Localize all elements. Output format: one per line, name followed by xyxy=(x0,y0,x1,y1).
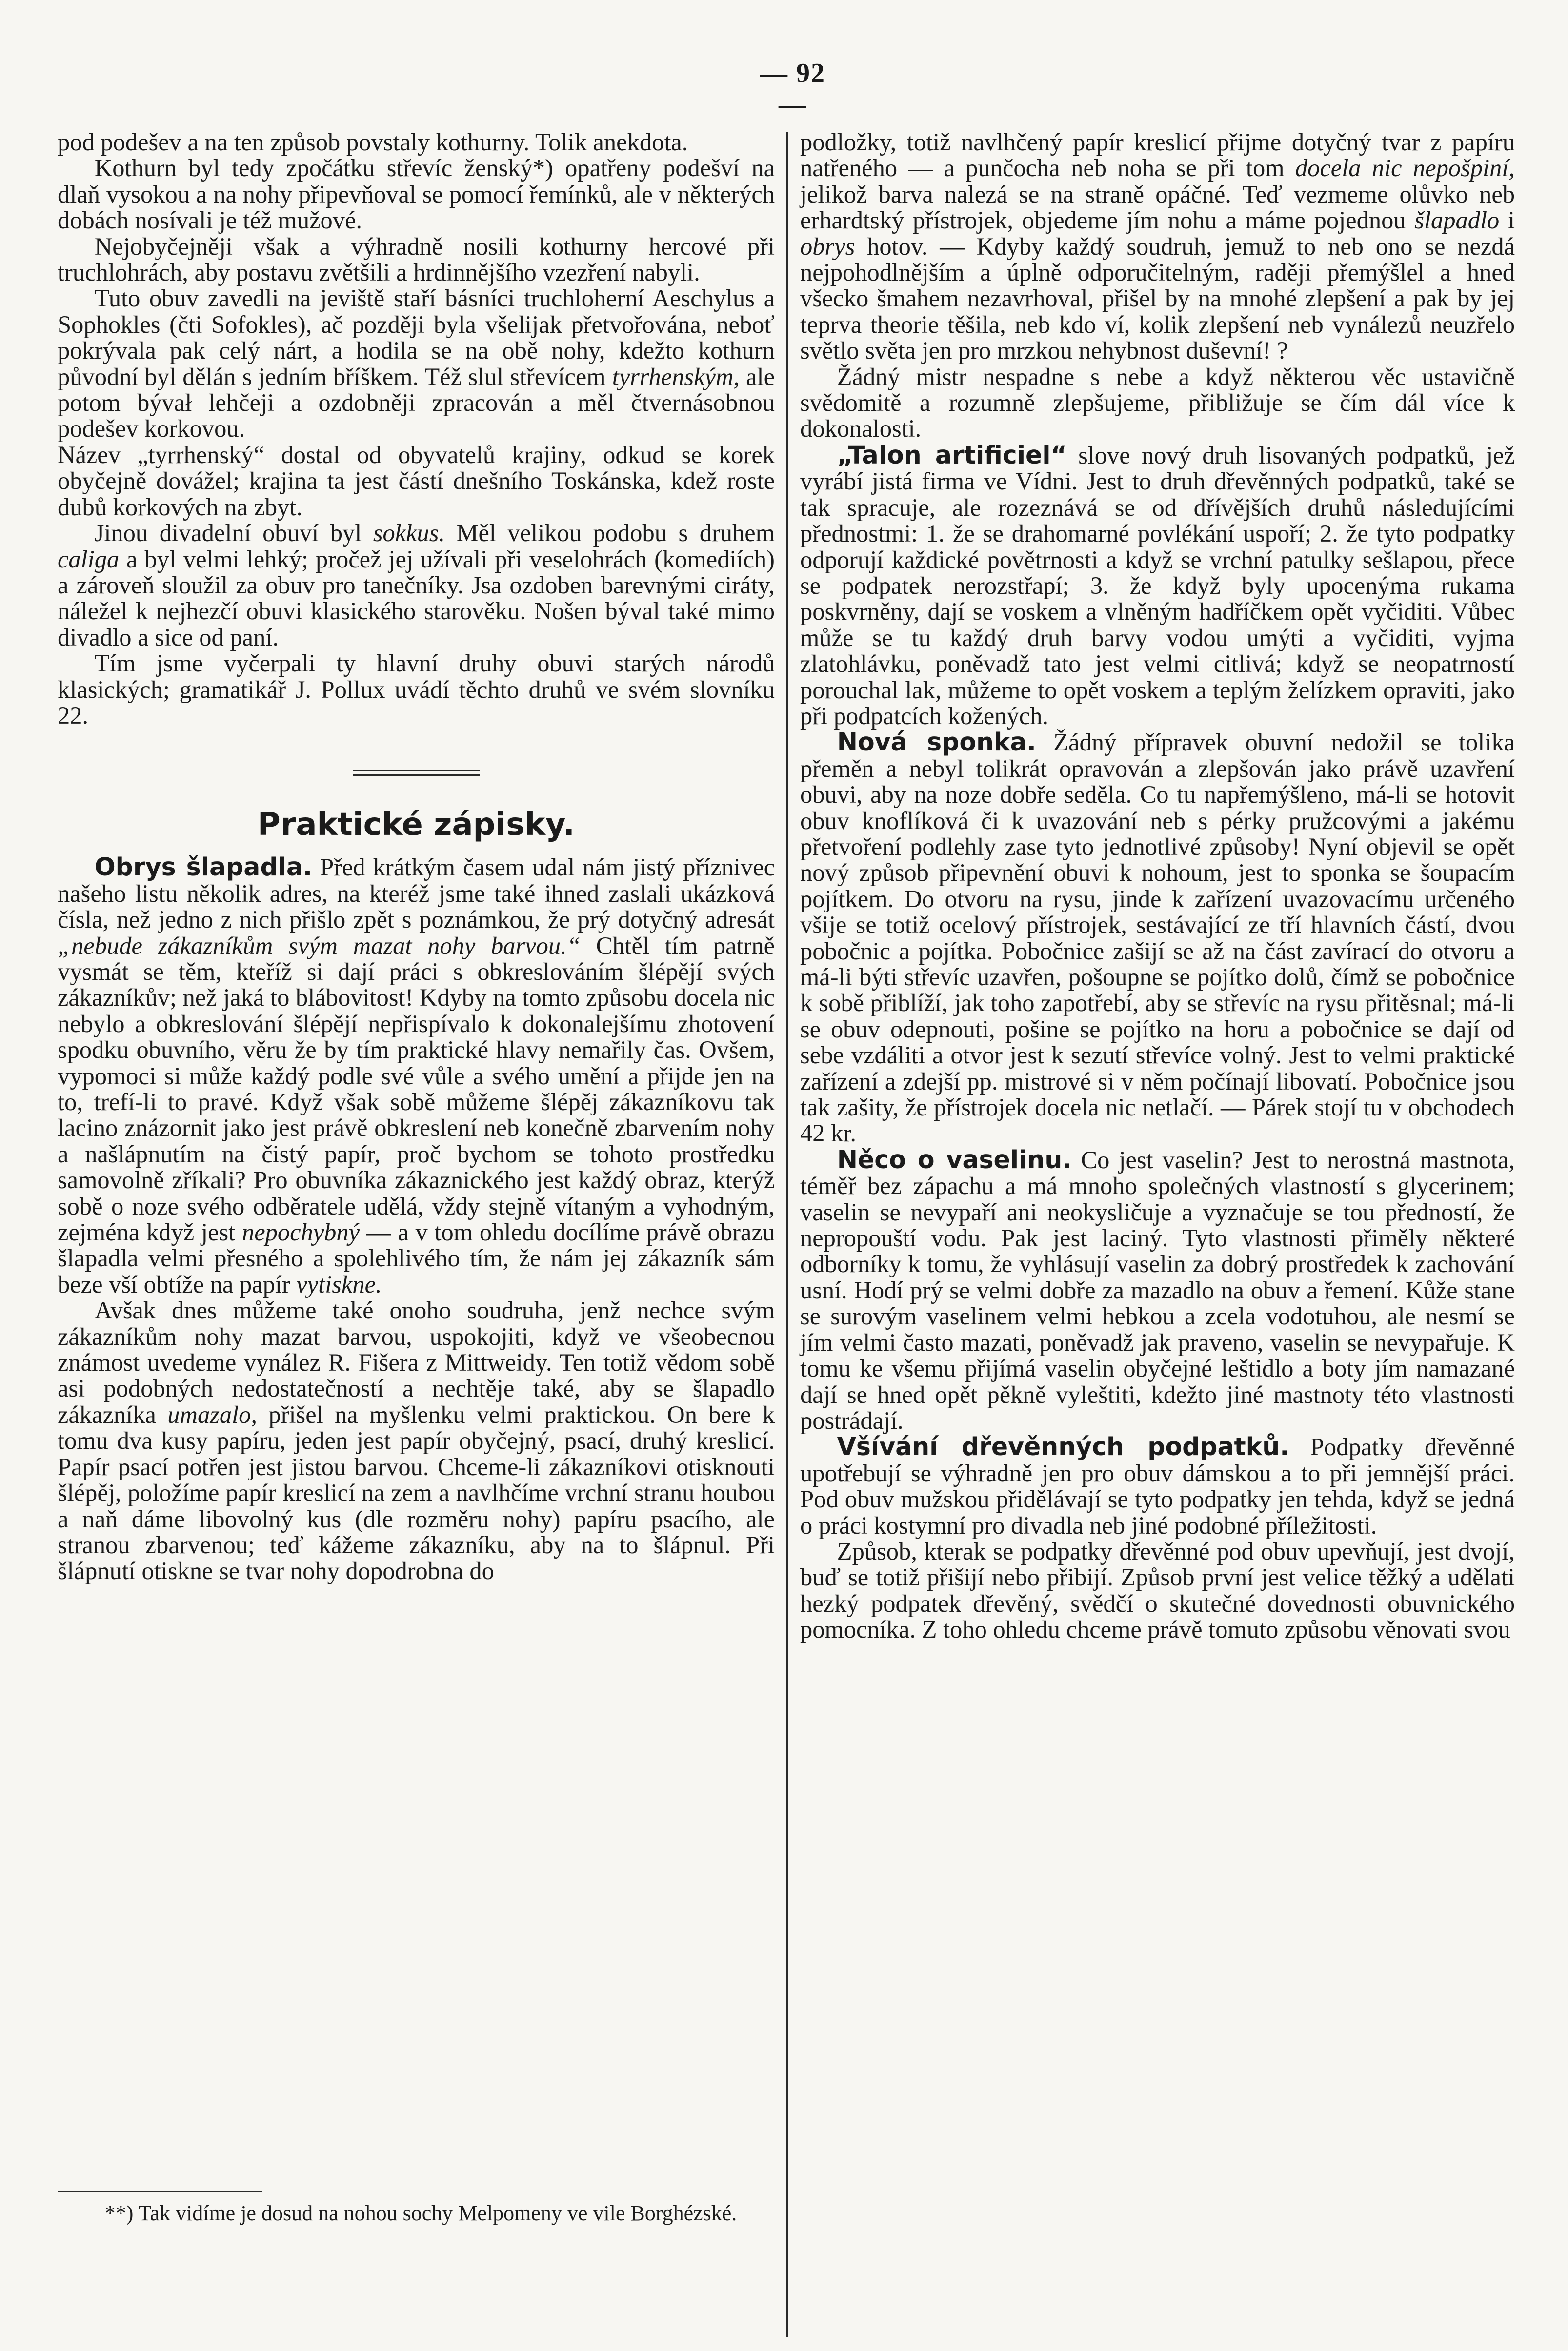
text-run: Co jest vaselin? Jest to nerostná mastnota, téměř bez zápachu a má mnoho společných vlastností s glycerinem; vaselin se nevypaří ani neokysličuje a vyznačuje se tou předností, že nepropouští vodu. Pak jest laciný. Tyto vlastnosti přiměly některé odborníky k tomu, že vyhlásují vaselin za dobrý prostředek k zachování usní. Hodí prý se velmi dobře za mazadlo na obuv a řemení. Kůže stane se surovým vaselinem velmi hebkou a zcela vodotuhou, ale nesmí se jím velmi často mazati, poněvadž jak praveno, vaselin se nevypařuje. K tomu ke všemu přijímá vaselin obyčejné leštidlo a boty jím namazané dají se hned opět pěkně vyleštiti, kdežto jiné mastnoty této vlastnosti postrádají. xyxy=(800,1146,1515,1434)
text-run: hotov. — Kdyby každý soudruh, jemuž to neb ono se nezdá nejpohodlnějším a úplně odporučitelným, raději přemýšlel a hned všecko šmahem nezavrhoval, přišel by na mnohé zlepšení a pak by jej teprva theorie těšila, neb kdo ví, kolik zlepšení neb vynálezů neuzřelo světlo světa jen pro mrzkou nehybnost duševní! ? xyxy=(800,232,1515,365)
separator-rule xyxy=(353,774,480,776)
emphasis: tyrrhenským, xyxy=(612,363,740,390)
footnote-rule xyxy=(58,2191,262,2192)
subheading: Všívání dřevěnných podpatků. xyxy=(837,1432,1289,1461)
text-run: a byl velmi lehký; pročež jej užívali při veselohrách (komediích) a zároveň sloužil za obuv pro tanečníky. Jsa ozdoben barevnými ciráty, náležel k nejhezčí obuvi klasického starověku. Nošen býval také mimo divadlo a sice od paní. xyxy=(58,545,775,651)
emphasis: caliga xyxy=(58,545,120,573)
text-run: Jinou divadelní obuví byl xyxy=(94,519,373,547)
separator-rule xyxy=(353,770,480,771)
page-number: — 92 — xyxy=(760,58,825,120)
subheading: Obrys šlapadla. xyxy=(94,852,313,882)
emphasis: vytiskne. xyxy=(296,1270,382,1298)
paragraph: Název „tyrrhenský“ dostal od obyvatelů krajiny, odkud se korek obyčejně dovážel; krajina ta jest částí dnešního Toskánska, kdež roste dubů korkových na zbyt. xyxy=(58,441,775,521)
paragraph: Tím jsme vyčerpali ty hlavní druhy obuvi starých národů klasických; gramatikář J. Pollux uvádí těchto druhů ve svém slovníku 22. xyxy=(58,649,775,729)
text-run: Podpatky dřevěnné upotřebují se výhradně jen pro obuv dámskou a to při jemnější práci. Pod obuv mužskou přidělávají se tyto podpatky jen tehda, když se jedná o práci kostymní pro divadla neb jiné podobné příležitosti. xyxy=(800,1433,1515,1539)
footnote-text: **) Tak vidíme je dosud na nohou sochy Melpomeny ve vile Borghézské. xyxy=(104,2201,737,2225)
text-run: přišel na myšlenku velmi praktickou. On bere k tomu dva kusy papíru, jeden jest papír obyčejný, psací, druhý kreslicí. Papír psací potřen jest jistou barvou. Chceme-li zákazníkovi otisknouti šlépěj, položíme papír kreslicí na zem a navlhčíme vrchní stranu houbou a naň dáme libovolný kus (dle rozměru nohy) papíru psacího, ale stranou zbarvenou; teď kážeme zákazníku, aby na to šlápnul. Při šlápnutí otiskne se tvar nohy dopodrobna do xyxy=(58,1400,775,1585)
paragraph xyxy=(58,1297,775,1584)
right-column xyxy=(800,129,1515,1643)
paragraph-vaselin xyxy=(800,1147,1515,1434)
text-run: Chtěl tím patrně vysmát se těm, kteříž si dají práci s obkreslováním šlépějí svých zákazníkův; než jaká to blábovitost! Kdyby na tomto způsobu docela nic nebylo a obkreslování šlépějí nepřispívalo k dokonalejšímu zhotovení spodku obuvního, věru že by tím praktické hlavy nemařily čas. Ovšem, vypomoci si může každý podle své vůle a svého umění a přijde jen na to, trefí-li to pravé. Když však sobě můžeme šlépěj zákazníkovu tak lacino znázornit jako jest právě obkreslení neb konečně zbarvením nohy a našlápnutím na čistý papír, proč bychom se tohoto prostředku samovolně zříkali? Pro obuvníka zákaznického jest každý obraz, kterýž sobě o noze svého odběratele udělá, vždy stejně vítaným a vyhodným, zejména když jest xyxy=(58,932,775,1246)
paragraph: Nejobyčejněji však a výhradně nosili kothurny hercové při truchlohrách, aby postavu zvětšili a hrdinnějšího vzezření nabyli. xyxy=(58,232,775,286)
left-column xyxy=(58,129,775,1584)
emphasis: umazalo, xyxy=(167,1400,258,1428)
subheading: „Talon artificiel“ xyxy=(837,440,1067,469)
paragraph: pod podešev a na ten způsob povstaly kothurny. Tolik anekdota. xyxy=(58,128,688,156)
text-run: Před krátkým časem udal nám jistý příznivec našeho listu několik adres, na kteréž jsme také ihned zaslali ukázková čísla, než jedno z nich přišlo zpět s poznámkou, že prý dotyčný adresát xyxy=(58,853,775,933)
emphasis: šlapadlo xyxy=(1414,206,1500,234)
paragraph xyxy=(800,129,1515,364)
subheading: Něco o vaselinu. xyxy=(837,1145,1072,1174)
subheading: Nová sponka. xyxy=(837,728,1036,757)
paragraph: Způsob, kterak se podpatky dřevěnné pod obuv upevňují, jest dvojí, buď se totiž přišijí nebo přibijí. Způsob první jest velice těžký a udělati hezký podpatek dřevěný, svědčí o skutečné dovednosti obuvnického pomocníka. Z toho ohledu chceme právě tomuto způsobu věnovati svou xyxy=(800,1537,1515,1643)
paragraph-talon xyxy=(800,442,1515,729)
paragraph xyxy=(58,520,775,650)
text-run: podložky, totiž navlhčený papír kreslicí přijme dotyčný tvar z papíru natřeného — a punčocha neb noha se při tom xyxy=(800,128,1515,182)
text-run: jelikož barva nalezá se na straně opáčné. Teď vezmeme olůvko neb erhardtský přístrojek, objedeme jím nohu a máme pojednou xyxy=(800,180,1515,234)
text-run: Tuto obuv zavedli na jeviště staří básníci truchloherní Aeschylus a Sophokles (čti Sofokles), ač později byla všelijak přetvořována, neboť pokrývala pak celý nárt, a hodila se na obě nohy, kdežto kothurn původní byl dělán s jedním bříškem. Též slul střevícem xyxy=(58,284,775,390)
paragraph-vsivani xyxy=(800,1434,1515,1539)
text-run: ale potom bývał lehčeji a ozdobněji zpracován a měl čtvernásobnou podešev korkovou. xyxy=(58,363,775,443)
text-run: Měl velikou podobu s druhem xyxy=(445,519,775,547)
emphasis: docela nic nepošpiní, xyxy=(1295,154,1515,182)
paragraph: Kothurn byl tedy zpočátku střevíc ženský*) opatřeny podešví na dlaň vysokou a na nohy připevňoval se pomocí řemínků, ale v některých dobách nosívali je též mužové. xyxy=(58,154,775,234)
paragraph-sponka xyxy=(800,729,1515,1147)
text-run: i xyxy=(1499,206,1515,234)
text-run: slove nový druh lisovaných podpatků, jež vyrábí jistá firma ve Vídni. Jest to druh dřevěnných podpatků, také se tak spracuje, ale rozeznává se od dřívějších druhů následujícími přednostmi: 1. že se drahomarné povlékání uspoří; 2. že tyto podpatky odporují každické povětrnosti a když se vrchní patulky sešlapou, přece se podpatek nerozstřapí; 3. že když byly upocenýma rukama poskvrněny, dají se voskem a vlněným hadříčkem opět vyčiditi. Vůbec může se tu každý druh barvy vodou umýti a vyčiditi, vyjma zlatohlávku, poněvadž tato jest velmi citlivá; když se neopatrností porouchal lak, můžeme to opět voskem a teplým želízkem opraviti, jako při podpatcích kožených. xyxy=(800,441,1515,730)
emphasis: nepochybný xyxy=(241,1218,360,1246)
paragraph xyxy=(58,285,775,442)
emphasis: „nebude zákazníkům svým mazat nohy barvou.“ xyxy=(58,932,581,959)
text-run: — a v tom ohledu docílíme právě obrazu šlapadla velmi přesného a spolehlivého tím, že nám jej zákazník sám beze vší obtíže na papír xyxy=(58,1218,775,1298)
text-run: Avšak dnes můžeme také onoho soudruha, jenž nechce svým zákazníkům nohy mazat barvou, uspokojiti, když ve všeobecnou známost uvedeme vynález R. Fišera z Mittweidy. Ten totiž vědom sobě asi podobných nedostatečností a nechtěje také, aby se šlapadlo zákazníka xyxy=(58,1297,775,1428)
section-title: Praktické zápisky. xyxy=(257,807,575,843)
paragraph: Žádný mistr nespadne s nebe a když některou věc ustavičně svědomitě a rozumně zlepšujeme, přibližuje se čím dál více k dokonalosti. xyxy=(800,363,1515,443)
column-divider xyxy=(786,132,788,2337)
emphasis: obrys xyxy=(800,232,855,260)
emphasis: sokkus. xyxy=(373,519,445,547)
paragraph-obrys xyxy=(58,854,775,1297)
text-run: Žádný přípravek obuvní nedožil se tolika přeměn a nebyl tolikrát opravován a zlepšován jako právě uzavření obuvi, aby na noze dobře seděla. Co tu napřemýšleno, má-li se hotovit obuv knoflíková či k uvazování neb s pérky pružcovými a jakému přetvoření podlehly zase tyto jednotlivé způsoby! Nyní objevil se opět nový způsob připevnění obuvi k nohoum, jest to sponka se šoupacím pojítkem. Do otvoru na rysu, jinde k zařízení uvazovacímu určeného všije se totiž ocelový přístrojek, sestávající ze tří hlavních částí, dvou pobočnic a pojítka. Pobočnice zašijí se až na část zavírací do otvoru a má-li býti střevíc uzavřen, pošoupne se pojítko dolů, čímž se pobočnice k sobě přiblíží, jak toho zapotřebí, aby se střevíc na rysu přitěsnal; má-li se obuv odepnouti, pošine se pojítko na horu a pobočnice se dají od sebe vzdáliti a otvor jest k sezutí střevíce volný. Jest to velmi praktické zařízení a zdejší pp. mistrové si v něm počínají libovatí. Pobočnice jsou tak zašity, že přístrojek docela nic netlačí. — Párek stojí tu v obchodech 42 kr. xyxy=(800,729,1515,1147)
footnote xyxy=(58,2202,775,2225)
